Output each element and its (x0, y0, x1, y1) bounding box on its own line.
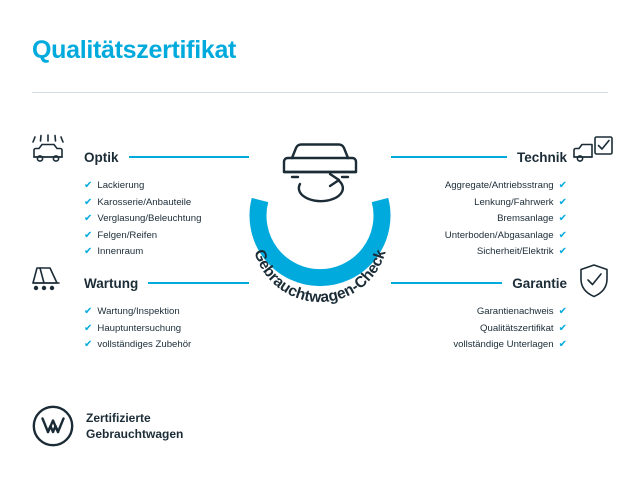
section-items-technik (391, 178, 567, 261)
check-icon: ✔ (558, 339, 567, 351)
list-item-label: Qualitätszertifikat (480, 322, 554, 334)
check-icon: ✔ (558, 322, 567, 334)
list-item-label: Bremsanlage (497, 213, 554, 224)
check-icon: ✔ (84, 246, 93, 258)
check-icon: ✔ (558, 306, 567, 318)
list-item (391, 178, 567, 195)
list-item (84, 244, 249, 261)
list-item (84, 321, 249, 338)
footer-line-1: Zertifizierte (86, 411, 151, 425)
title-divider (32, 92, 608, 93)
list-item (84, 211, 249, 228)
section-title-optik: Optik (84, 149, 119, 165)
section-wartung (84, 272, 249, 370)
list-item-label: vollständige Unterlagen (453, 339, 554, 350)
section-title-garantie: Garantie (512, 275, 567, 291)
list-item (391, 211, 567, 228)
list-item (391, 228, 567, 245)
section-items-garantie (391, 304, 567, 354)
section-items-wartung (84, 304, 249, 354)
check-icon: ✔ (84, 196, 93, 208)
rotate-arrow-icon (299, 174, 343, 201)
list-item (84, 228, 249, 245)
check-icon: ✔ (558, 196, 567, 208)
list-item (391, 321, 567, 338)
check-icon: ✔ (84, 213, 93, 225)
list-item-label: Felgen/Reifen (97, 229, 158, 241)
section-header (391, 146, 567, 168)
section-optik (84, 146, 249, 277)
check-icon: ✔ (558, 246, 567, 258)
section-garantie (391, 272, 567, 370)
footer (32, 405, 183, 447)
footer-line-2: Gebrauchtwagen (86, 427, 184, 441)
page-title: Qualitätszertifikat (32, 36, 237, 64)
list-item-label: Lackierung (97, 180, 145, 191)
badge-center-label: 360° (284, 218, 356, 256)
check-icon: ✔ (84, 339, 93, 351)
list-item (84, 304, 249, 321)
list-item-label: Sicherheit/Elektrik (476, 246, 554, 257)
list-item-label: Wartung/Inspektion (97, 306, 180, 317)
section-items-optik (84, 178, 249, 261)
list-item-label: Unterboden/Abgasanlage (444, 229, 554, 241)
list-item-label: Verglasung/Beleuchtung (97, 213, 202, 224)
list-item (84, 178, 249, 195)
section-title-technik: Technik (516, 149, 567, 165)
list-item (84, 337, 249, 354)
section-header (84, 146, 249, 168)
section-header (84, 272, 249, 294)
check-icon: ✔ (558, 229, 567, 241)
list-item-label: Garantienachweis (476, 306, 554, 317)
list-item (391, 304, 567, 321)
list-item (391, 244, 567, 261)
list-item (391, 337, 567, 354)
car-checklist-icon (572, 133, 616, 178)
check-icon: ✔ (84, 322, 93, 334)
footer-text (86, 410, 183, 442)
list-item-label: Innenraum (97, 246, 144, 257)
car-front-icon (284, 145, 356, 178)
section-header (391, 272, 567, 294)
list-item-label: vollständiges Zubehör (97, 339, 192, 350)
section-title-wartung: Wartung (84, 275, 139, 291)
car-wash-icon (28, 133, 70, 178)
check-icon: ✔ (558, 180, 567, 192)
list-item-label: Lenkung/Fahrwerk (474, 196, 554, 208)
check-icon: ✔ (84, 306, 93, 318)
check-icon: ✔ (558, 213, 567, 225)
service-cart-icon (28, 262, 70, 305)
vw-logo-icon (32, 405, 74, 447)
list-item-label: Aggregate/Antriebsstrang (444, 180, 554, 191)
list-item-label: Karosserie/Anbauteile (97, 196, 192, 208)
list-item-label: Hauptuntersuchung (97, 322, 182, 334)
check-icon: ✔ (84, 180, 93, 192)
badge-arc-label: Gebrauchtwagen-Check (250, 247, 390, 307)
360-check-badge (230, 122, 410, 322)
list-item (84, 195, 249, 212)
list-item (391, 195, 567, 212)
shield-check-icon (576, 262, 612, 307)
check-icon: ✔ (84, 229, 93, 241)
section-technik (391, 146, 567, 277)
